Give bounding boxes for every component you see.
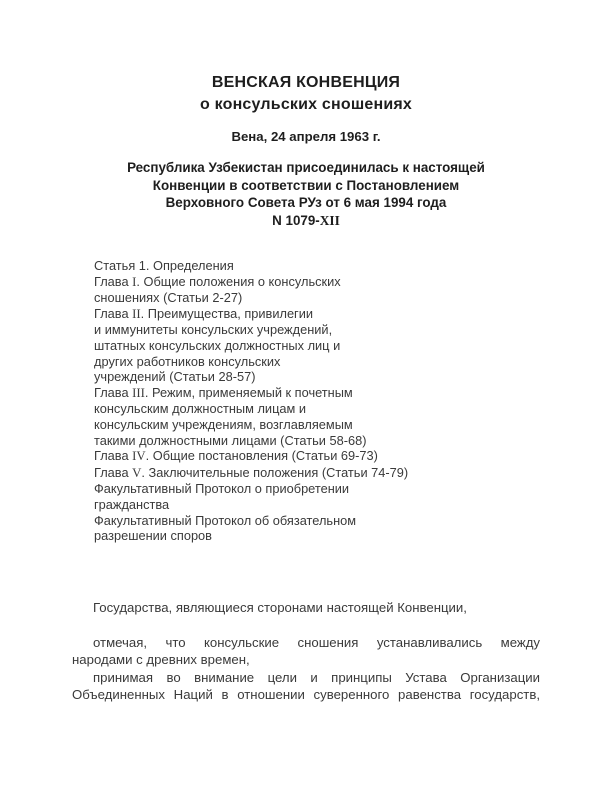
accession-note-line: Верховного Совета РУз от 6 мая 1994 года <box>165 195 447 210</box>
toc-line: консульским должностным лицам и <box>94 401 307 417</box>
toc-line: и иммунитеты консульских учреждений, <box>94 322 333 338</box>
preamble-line: Государства, являющиеся сторонами настоящей Конвенции, <box>93 600 467 615</box>
toc-line: учреждений (Статьи 28-57) <box>94 369 256 385</box>
document-title-line-1: ВЕНСКАЯ КОНВЕНЦИЯ <box>211 74 401 91</box>
roman-numeral: II <box>132 306 141 321</box>
accession-note-line: Республика Узбекистан присоединилась к настоящей <box>127 160 485 175</box>
toc-line: гражданства <box>94 496 170 512</box>
toc-line: сношениях (Статьи 2-27) <box>94 290 243 306</box>
roman-numeral: I <box>132 274 137 289</box>
accession-note <box>0 159 612 229</box>
toc-line: Факультативный Протокол о приобретении <box>94 481 350 497</box>
toc-line: Глава V. Заключительные положения (Статьи 74-79) <box>94 464 409 480</box>
accession-note-line: Конвенции в соответствии с Постановлением <box>152 177 460 193</box>
document-header <box>0 72 612 229</box>
roman-numeral: III <box>132 385 145 400</box>
accession-note-number: N 1079-XII <box>272 212 340 228</box>
roman-numeral: IV <box>132 449 146 464</box>
toc-line: штатных консульских должностных лиц и <box>94 337 341 353</box>
toc-line: Глава I. Общие положения о консульских <box>94 273 341 289</box>
toc-line: разрешении споров <box>94 528 212 544</box>
toc-line: Глава IV. Общие постановления (Статьи 69-73) <box>94 448 378 464</box>
toc-line: Глава II. Преимущества, привилегии <box>94 305 314 321</box>
roman-numeral: XII <box>319 212 340 228</box>
preamble-line: народами с древних времен, <box>72 652 250 668</box>
toc-line: Факультативный Протокол об обязательном <box>94 512 357 528</box>
document-title-line-2: о консульских сношениях <box>199 96 413 113</box>
toc-line: такими должностными лицами (Статьи 58-68) <box>94 432 367 448</box>
roman-numeral: V <box>132 465 142 480</box>
toc-line: Статья 1. Определения <box>94 258 234 273</box>
preamble-line: принимая во внимание цели и принципы Устава Организации <box>93 669 540 685</box>
toc-line: Глава III. Режим, применяемый к почетным <box>94 384 353 400</box>
document-date: Вена, 24 апреля 1963 г. <box>231 129 381 144</box>
preamble-line: отмечая, что консульские сношения устанавливались между <box>93 634 540 650</box>
toc-line: консульским учреждениям, возглавляемым <box>94 416 353 432</box>
preamble-line: Объединенных Наций в отношении суверенного равенства государств, <box>72 687 540 703</box>
preamble-text <box>72 599 540 703</box>
toc-line: других работников консульских <box>94 353 281 369</box>
table-of-contents <box>94 258 524 544</box>
